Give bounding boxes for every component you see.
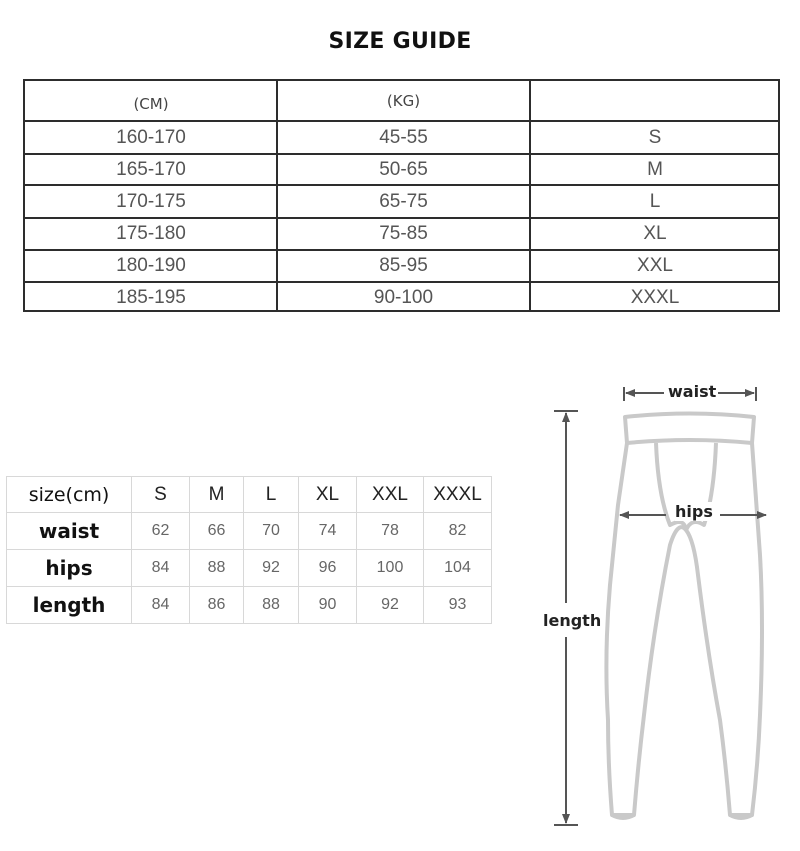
height-cell: 185-195 (116, 286, 186, 308)
table-row (6, 513, 492, 550)
measure-cell: 82 (423, 513, 492, 549)
measure-cell: 74 (298, 513, 356, 549)
hips-label: hips (675, 502, 713, 521)
measure-cell: 86 (189, 587, 243, 623)
measure-cell: 92 (356, 587, 423, 623)
weight-cell: 75-85 (379, 223, 428, 244)
table-row (25, 153, 778, 184)
measure-cell: 66 (189, 513, 243, 549)
weight-cell: 65-75 (379, 190, 428, 212)
weight-cell: 50-65 (379, 158, 428, 180)
page-title: SIZE GUIDE (328, 29, 472, 54)
leggings-outline-icon (520, 375, 780, 835)
size-header: XXL (356, 477, 423, 512)
table-row (25, 184, 778, 217)
table-row (25, 249, 778, 281)
measure-cell: 100 (356, 550, 423, 586)
table-row (25, 120, 778, 153)
measure-cell: 78 (356, 513, 423, 549)
header-weight-kg: (KG) (386, 91, 421, 110)
measure-cell: 90 (298, 587, 356, 623)
weight-cell: 85-95 (379, 255, 428, 276)
height-cell: 180-190 (116, 255, 186, 276)
size-cell: L (649, 190, 661, 212)
size-cm-label: size(cm) (6, 477, 131, 512)
height-cell: 175-180 (116, 223, 186, 244)
size-cell: XXXL (630, 286, 680, 308)
table-row (25, 281, 778, 312)
size-header: M (189, 477, 243, 512)
row-label-waist: waist (6, 513, 131, 549)
table-row (6, 587, 492, 624)
measure-cell: 88 (243, 587, 298, 623)
row-label-length: length (6, 587, 131, 623)
measure-cell: 93 (423, 587, 492, 623)
table-row (6, 550, 492, 587)
measure-cell: 70 (243, 513, 298, 549)
size-header: S (131, 477, 189, 512)
measure-header-row (6, 476, 492, 513)
size-header: XL (298, 477, 356, 512)
table-row (25, 217, 778, 249)
waist-label: waist (668, 382, 717, 401)
pants-outline (606, 414, 762, 819)
row-label-hips: hips (6, 550, 131, 586)
length-label: length (543, 611, 602, 630)
height-cell: 160-170 (116, 126, 186, 148)
height-cell: 170-175 (116, 190, 186, 212)
measurement-table (6, 476, 492, 626)
column-divider (276, 81, 278, 310)
measure-cell: 84 (131, 550, 189, 586)
size-header: XXXL (423, 477, 492, 512)
weight-cell: 90-100 (373, 286, 434, 308)
height-cell: 165-170 (116, 158, 186, 180)
measure-cell: 62 (131, 513, 189, 549)
measure-cell: 92 (243, 550, 298, 586)
measure-cell: 96 (298, 550, 356, 586)
size-cell: XL (643, 223, 667, 244)
table-header-row (25, 81, 778, 120)
size-cell: M (647, 158, 663, 180)
measure-cell: 88 (189, 550, 243, 586)
header-height-cm: (CM) (133, 94, 169, 113)
header-size (530, 81, 780, 120)
size-cell: S (648, 126, 662, 148)
height-weight-size-table (23, 79, 780, 312)
size-header: L (243, 477, 298, 512)
weight-cell: 45-55 (379, 126, 428, 148)
measure-cell: 104 (423, 550, 492, 586)
column-divider (529, 81, 531, 310)
measure-cell: 84 (131, 587, 189, 623)
size-cell: XXL (637, 255, 673, 276)
